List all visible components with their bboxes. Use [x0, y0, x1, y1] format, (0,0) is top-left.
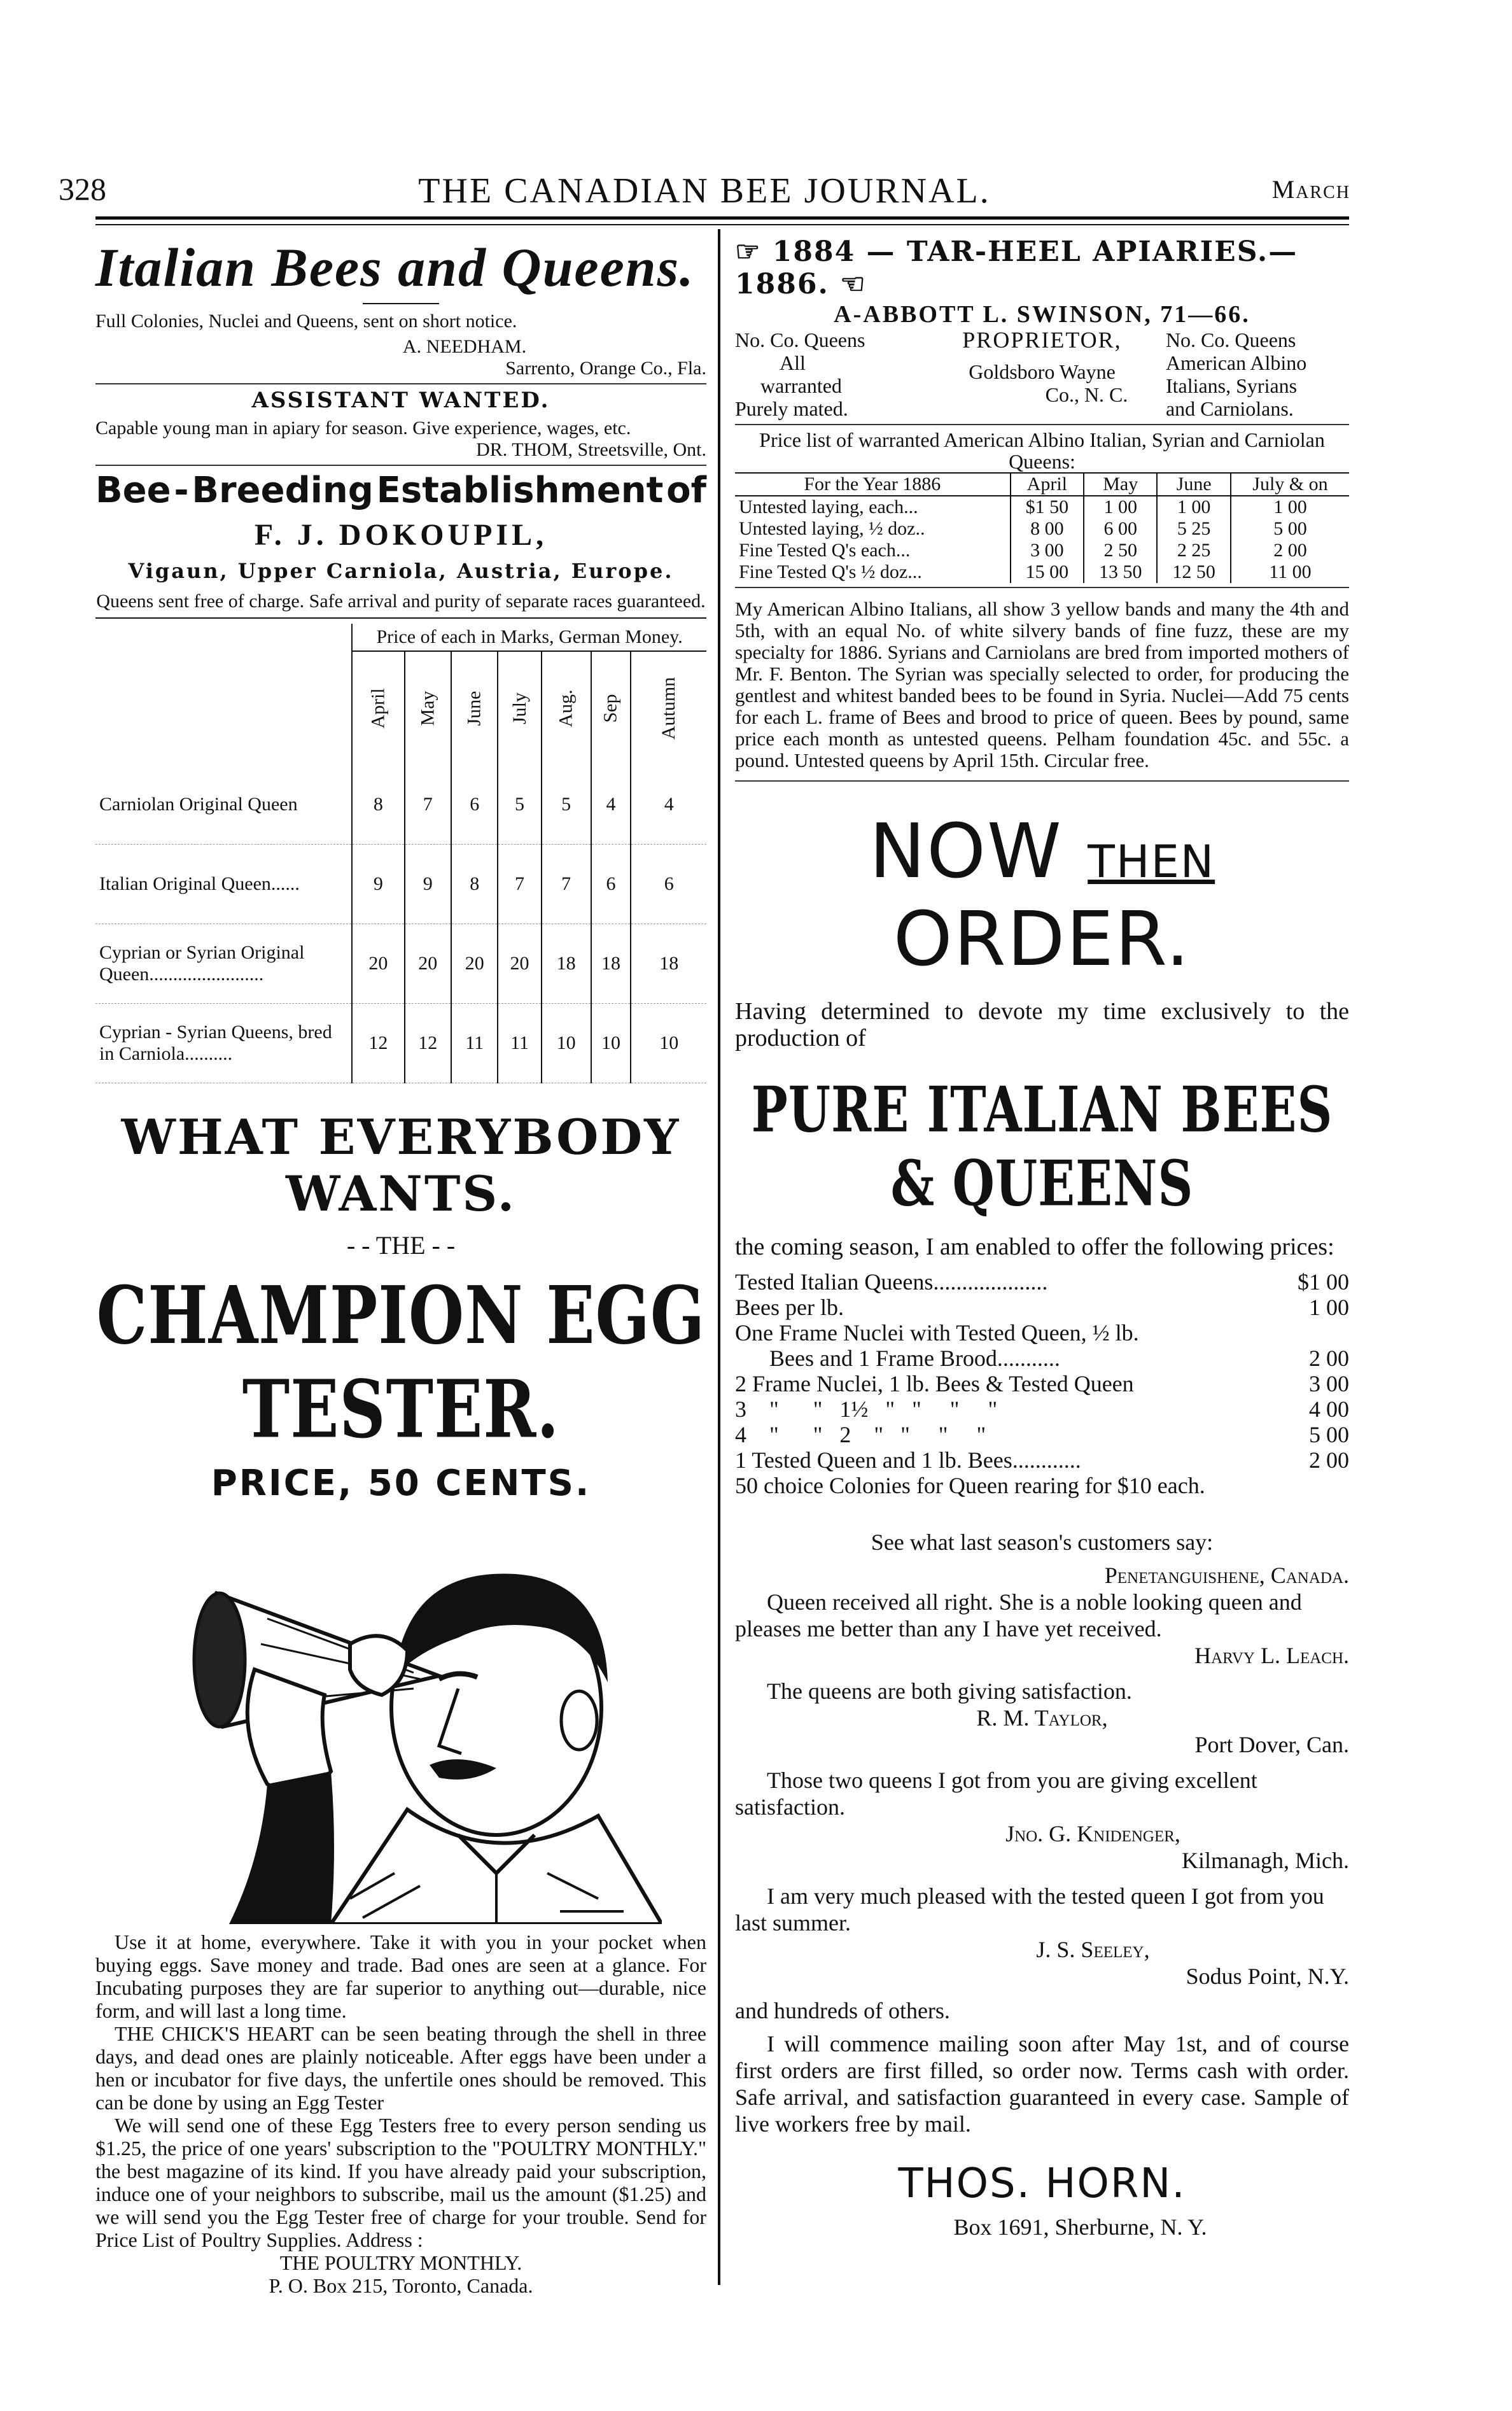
horn-closing: I will commence mailing soon after May 1st, and of course first orders are first filled, so order now. Terms cash with order. Safe arrival, and satisfaction guaranteed in every case. Sample of live workers free by mail.	[735, 2031, 1349, 2137]
dokoupil-ad	[95, 470, 706, 1083]
month-header: May	[405, 651, 451, 765]
testimonial-text: Those two queens I got from you are giving excellent satisfaction.	[735, 1768, 1257, 1820]
customers-say: See what last season's customers say:	[871, 1529, 1214, 1555]
right-column	[735, 235, 1349, 2240]
assistant-wanted-signature: DR. THOM, Streetsville, Ont.	[476, 439, 706, 460]
table-header: May	[1084, 473, 1157, 496]
tar-heel-price-list-title: Price list of warranted American Albino Italian, Syrian and Carniolan Queens:	[759, 428, 1325, 473]
month-header: Aug.	[542, 651, 591, 765]
assistant-wanted-ad	[95, 388, 706, 461]
table-row: Italian Original Queen...... 9 9 8 7 7 6 6	[95, 845, 706, 924]
tar-heel-info	[735, 328, 1349, 420]
testimonial-place: Sodus Point, N.Y.	[1186, 1964, 1349, 1989]
tar-heel-info-col: No. Co. Queens American Albino Italians, Syrians and Carniolans.	[1165, 328, 1307, 420]
testimonial-name: Harvy L. Leach.	[1194, 1643, 1349, 1668]
tar-heel-info-col: No. Co. Queens All warranted Purely mated.	[735, 328, 865, 420]
dokoupil-price-table	[95, 624, 706, 1083]
journal-title: THE CANADIAN BEE JOURNAL.	[418, 171, 991, 211]
ad-divider	[95, 465, 706, 466]
title-word: Breeding	[192, 470, 374, 511]
dokoupil-name: F. J. DOKOUPIL,	[254, 518, 548, 552]
tar-heel-proprietor: A-ABBOTT L. SWINSON, 71—66.	[834, 301, 1250, 328]
headline-then: THEN	[1088, 836, 1215, 888]
italian-bees-name: A. NEEDHAM.	[402, 336, 527, 357]
tar-heel-info-col: PROPRIETOR, Goldsboro Wayne Co., N. C.	[962, 327, 1128, 406]
egg-tester-body	[95, 1930, 706, 2297]
table-header: Price of each in Marks, German Money.	[352, 624, 706, 651]
header-rule-thin	[95, 224, 1349, 225]
egg-tester-address-box: P. O. Box 215, Toronto, Canada.	[269, 2274, 533, 2297]
testimonial-text: I am very much pleased with the tested queen I got from you last summer.	[735, 1883, 1324, 1936]
table-header: July & on	[1231, 473, 1349, 496]
column-divider	[718, 229, 720, 2285]
list-item: 50 choice Colonies for Queen rearing for $10 each.	[735, 1473, 1205, 1498]
table-row: Untested laying, each... $1 50 1 00 1 00 1 00	[735, 496, 1349, 518]
testimonial-place: Kilmanagh, Mich.	[1182, 1848, 1349, 1873]
tar-heel-ad	[735, 235, 1349, 771]
list-item: 1 Tested Queen and 1 lb. Bees............ 2 00	[735, 1447, 1349, 1473]
testimonial-name: Jno. G. Knidenger,	[1005, 1821, 1180, 1846]
short-rule	[363, 303, 439, 304]
tar-heel-price-table	[735, 472, 1349, 583]
month-header: July	[498, 651, 541, 765]
egg-tester-price: PRICE, 50 CENTS.	[211, 1463, 591, 1504]
horn-intro: Having determined to devote my time exclusively to the production of	[735, 998, 1349, 1051]
table-row: Fine Tested Q's each... 3 00 2 50 2 25 2 00	[735, 540, 1349, 561]
title-word: -	[174, 470, 189, 511]
table-header: April	[1011, 473, 1084, 496]
title-word: Establishment	[376, 470, 664, 511]
egg-tester-address-name: THE POULTRY MONTHLY.	[279, 2251, 522, 2274]
pure-italian-title: PURE ITALIAN BEES & QUEENS	[751, 1072, 1333, 1220]
ad-divider	[735, 587, 1349, 588]
now-then-order-headline	[735, 807, 1349, 983]
list-item: Bees per lb. 1 00	[735, 1295, 1349, 1320]
table-row: Carniolan Original Queen 8 7 6 5 5 4 4	[95, 765, 706, 845]
table-row: Fine Tested Q's ½ doz... 15 00 13 50 12 50 11 00	[735, 561, 1349, 583]
title-word: of	[666, 470, 706, 511]
testimonial-name: R. M. Taylor,	[976, 1705, 1108, 1731]
list-item: One Frame Nuclei with Tested Queen, ½ lb.	[735, 1320, 1139, 1346]
left-column	[95, 235, 706, 2297]
egg-tester-paragraph: Use it at home, everywhere. Take it with you in your pocket when buying eggs. Save money and trade. Bad ones are seen at a glance. For Incubating purposes they are far superior to anything out—durable, nice form, and will last a long time.	[95, 1930, 706, 2022]
man-with-egg-tester-illustration	[140, 1517, 662, 1924]
testimonial-name: J. S. Seeley,	[1036, 1937, 1150, 1962]
table-header: For the Year 1886	[735, 473, 1011, 496]
page-number: 328	[59, 171, 106, 207]
title-word: Bee	[95, 470, 171, 511]
month-header: April	[352, 651, 404, 765]
list-item: Bees and 1 Frame Brood........... 2 00	[735, 1346, 1349, 1371]
egg-tester-paragraph: THE CHICK'S HEART can be seen beating through the shell in three days, and dead ones are plainly noticeable. After eggs have been under a hen or incubator for five days, the unfertile ones should be removed. This can be done by using an Egg Tester	[95, 2022, 706, 2114]
assistant-wanted-text: Capable young man in apiary for season. Give experience, wages, etc.	[95, 418, 631, 439]
egg-tester-the: - - THE - -	[346, 1231, 456, 1260]
thos-horn-ad	[735, 807, 1349, 2240]
horn-name: THOS. HORN.	[898, 2160, 1186, 2207]
dokoupil-title	[95, 470, 706, 511]
italian-bees-ad	[95, 235, 706, 379]
horn-price-list	[735, 1269, 1349, 1498]
table-row: Untested laying, ½ doz.. 8 00 6 00 5 25 5 00	[735, 518, 1349, 540]
running-header	[59, 171, 1350, 215]
dokoupil-location: Vigaun, Upper Carniola, Austria, Europe.	[128, 559, 674, 583]
testimonial-text: Queen received all right. She is a noble looking queen and pleases me better than any I have yet received.	[735, 1589, 1302, 1641]
egg-tester-paragraph: We will send one of these Egg Testers free to every person sending us $1.25, the price of one years' subscription to the "POULTRY MONTHLY." the best magazine of its kind. If you have already paid your subscription, induce one of your neighbors to subscribe, mail us the amount ($1.25) and we will send you the Egg Tester free of charge for your trouble. Send for Price List of Poultry Supplies. Address :	[95, 2114, 706, 2251]
testimonial-place: Penetanguishene, Canada.	[1104, 1563, 1349, 1588]
assistant-wanted-title: ASSISTANT WANTED.	[251, 388, 550, 413]
header-rule	[95, 216, 1349, 220]
month-header: Sep	[591, 651, 631, 765]
table-row: Cyprian - Syrian Queens, bred in Carniola.......... 12 12 11 11 10 10 10	[95, 1004, 706, 1083]
ad-divider	[735, 780, 1349, 782]
testimonial-text: The queens are both giving satisfaction.	[767, 1678, 1132, 1704]
ad-divider	[95, 383, 706, 384]
issue-month: March	[1271, 175, 1350, 204]
table-header: June	[1157, 473, 1230, 496]
ad-divider	[735, 424, 1349, 425]
tar-heel-banner: ☞ 1884 — TAR-HEEL APIARIES.— 1886. ☜	[735, 235, 1298, 300]
italian-bees-address: Sarrento, Orange Co., Fla.	[505, 358, 706, 379]
tar-heel-paragraph: My American Albino Italians, all show 3 yellow bands and many the 4th and 5th, with an equal No. of white silvery bands of fine fuzz, these are my specialty for 1886. Syrians and Carniolans are bred from imported mothers of Mr. F. Benton. The Syrian was specially selected to order, for producing the gentlest and whitest banded bees to be found in Syria. Nuclei—Add 75 cents for each L. frame of Bees and brood to price of queen. Bees by pound, same price each month as untested queens. Pelham foundation 45c. and 55c. a pound. Untested queens by April 15th. Circular free.	[735, 598, 1349, 771]
italian-bees-text: Full Colonies, Nuclei and Queens, sent on short notice.	[95, 311, 517, 332]
headline-now: NOW	[869, 807, 1063, 895]
horn-testimonials	[735, 1529, 1349, 2137]
headline-order: ORDER.	[893, 895, 1191, 983]
month-header: Autumn	[631, 651, 706, 765]
table-row: Cyprian or Syrian Original Queen........................ 20 20 20 20 18 18 18	[95, 924, 706, 1004]
list-item: Tested Italian Queens.................... $1 00	[735, 1269, 1349, 1295]
list-item: 4 " " 2 " " " " 5 00	[735, 1422, 1349, 1447]
egg-tester-headline: WHAT EVERYBODY WANTS.	[121, 1109, 681, 1222]
table-top-rule	[95, 617, 706, 619]
horn-others: and hundreds of others.	[735, 1998, 950, 2023]
list-item: 3 " " 1½ " " " " 4 00	[735, 1396, 1349, 1422]
dokoupil-text: Queens sent free of charge. Safe arrival and purity of separate races guaranteed.	[96, 591, 706, 612]
list-item: 2 Frame Nuclei, 1 lb. Bees & Tested Queen 3 00	[735, 1371, 1349, 1396]
italian-bees-title: Italian Bees and Queens.	[95, 237, 695, 298]
month-header: June	[451, 651, 498, 765]
egg-tester-title: CHAMPION EGG TESTER.	[96, 1268, 706, 1456]
egg-tester-ad	[95, 1109, 706, 2297]
horn-box: Box 1691, Sherburne, N. Y.	[953, 2214, 1207, 2240]
horn-offer: the coming season, I am enabled to offer the following prices:	[735, 1234, 1334, 1260]
testimonial-place: Port Dover, Can.	[1194, 1732, 1349, 1757]
